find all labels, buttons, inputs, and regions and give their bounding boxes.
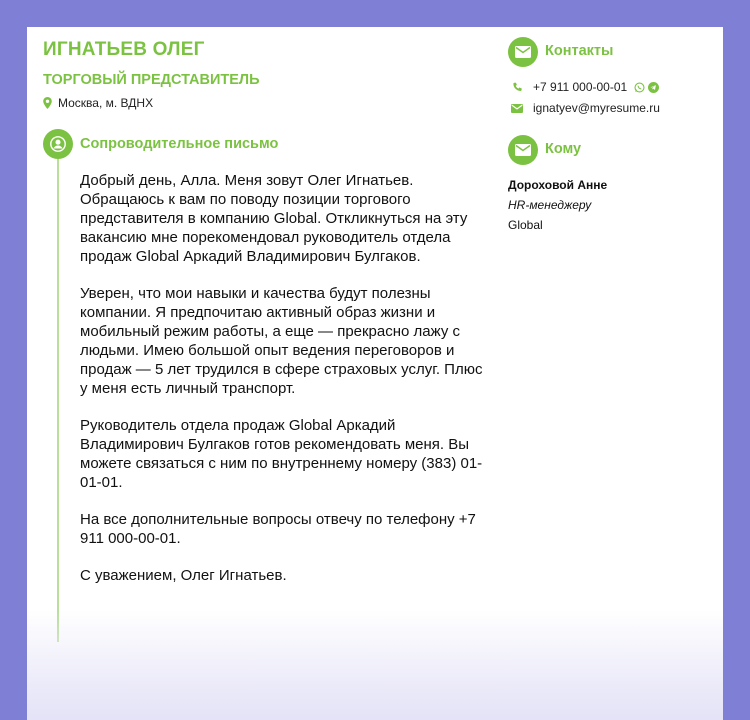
- phone-number[interactable]: +7 911 000-00-01: [533, 80, 628, 94]
- recipient-company: Global: [508, 218, 543, 232]
- user-icon: [49, 135, 67, 153]
- recipient-name: Дороховой Анне: [508, 178, 608, 192]
- location: [43, 96, 153, 110]
- contact-email: [510, 101, 660, 115]
- contact-phone: [510, 80, 659, 94]
- contacts-section-title: Контакты: [545, 43, 614, 59]
- recipient-section-badge: [508, 135, 538, 165]
- timeline-line: [57, 147, 59, 642]
- contacts-section-badge: [508, 37, 538, 67]
- location-text: Москва, м. ВДНХ: [58, 96, 154, 110]
- candidate-name: ИГНАТЬЕВ ОЛЕГ: [43, 39, 205, 60]
- envelope-icon: [515, 46, 531, 58]
- job-title: ТОРГОВЫЙ ПРЕДСТАВИТЕЛЬ: [43, 72, 260, 88]
- letter-paragraph: С уважением, Олег Игнатьев.: [80, 567, 287, 584]
- letter-paragraph: Руководитель отдела продаж Global Аркадий Владимирович Булгаков готов рекомендовать меня. Вы можете связаться с ним по внутреннему номеру (383) 01-01-01.: [80, 417, 483, 491]
- map-pin-icon: [43, 97, 52, 109]
- letter-paragraph: На все дополнительные вопросы отвечу по телефону +7 911 000-00-01.: [80, 511, 476, 547]
- recipient-role: HR-менеджеру: [508, 198, 592, 212]
- phone-icon: [512, 82, 523, 93]
- letter-section-title: Сопроводительное письмо: [80, 136, 279, 152]
- letter-paragraph: Уверен, что мои навыки и качества будут полезны компании. Я предпочитаю активный образ жизни и мобильный режим работы, а еще — прекрасно лажу с людьми. Имею большой опыт ведения переговоров и продаж — 5 лет трудился в сфере страховых услуг. Плюс у меня есть личный транспорт.: [80, 285, 483, 397]
- bottom-fade: [27, 610, 723, 720]
- letter-section-badge: [43, 129, 73, 159]
- telegram-icon[interactable]: [648, 82, 659, 93]
- letter-paragraph: Добрый день, Алла. Меня зовут Олег Игнатьев. Обращаюсь к вам по поводу позиции торгового представителя в компанию Global. Откликнуться на эту вакансию мне порекомендовал руководитель отдела продаж Global Аркадий Владимирович Булгаков.: [80, 172, 468, 265]
- resume-sheet: [27, 27, 723, 720]
- envelope-icon: [515, 144, 531, 156]
- envelope-icon: [511, 104, 523, 113]
- whatsapp-icon[interactable]: [634, 82, 645, 93]
- recipient-section-title: Кому: [545, 141, 582, 157]
- email-address[interactable]: ignatyev@myresume.ru: [533, 101, 660, 115]
- letter-body: [80, 171, 485, 603]
